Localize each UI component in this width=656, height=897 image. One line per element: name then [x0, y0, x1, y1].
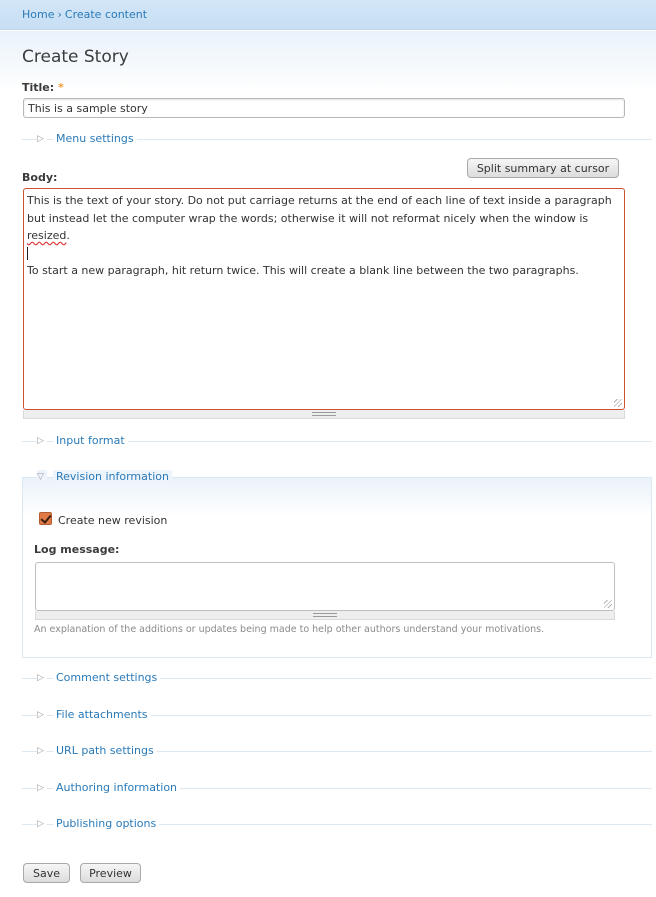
triangle-right-icon: ▷ [37, 132, 47, 146]
triangle-right-icon: ▷ [37, 781, 47, 795]
required-marker: * [58, 81, 64, 94]
triangle-right-icon: ▷ [37, 434, 47, 448]
publishing-options-link[interactable]: Publishing options [53, 817, 159, 831]
log-resize-grippie[interactable] [35, 611, 615, 620]
triangle-right-icon: ▷ [37, 817, 47, 831]
grippie-icon [312, 412, 336, 416]
input-format-legend[interactable] [22, 434, 652, 448]
comment-settings-link[interactable]: Comment settings [53, 671, 160, 685]
create-new-revision-checkbox[interactable] [39, 512, 52, 525]
body-paragraph-1-text: This is the text of your story. Do not put carriage returns at the end of each line of text inside a paragraph but instead let the computer wrap the words; otherwise it will not reformat nicely when the window is [27, 194, 612, 225]
log-message-textarea[interactable] [35, 562, 615, 611]
authoring-information-link[interactable]: Authoring information [53, 781, 180, 795]
text-cursor [27, 247, 28, 260]
publishing-options-legend[interactable] [22, 817, 652, 831]
body-textarea[interactable] [23, 188, 625, 410]
page-title: Create Story [22, 47, 129, 67]
title-label-text: Title: [22, 81, 55, 94]
split-summary-button[interactable]: Split summary at cursor [467, 158, 619, 178]
menu-settings-link[interactable]: Menu settings [53, 132, 137, 146]
authoring-information-legend[interactable] [22, 781, 652, 795]
grippie-icon [313, 613, 337, 617]
body-paragraph-1 [27, 192, 621, 245]
breadcrumb [22, 8, 147, 21]
body-paragraph-2: To start a new paragraph, hit return twice. This will create a blank line between the two paragraphs. [27, 264, 579, 277]
url-path-settings-legend[interactable] [22, 744, 652, 758]
log-message-help-text: An explanation of the additions or updates being made to help other authors understand your motivations. [34, 624, 545, 635]
file-attachments-legend[interactable] [22, 708, 652, 722]
log-message-label: Log message: [34, 543, 120, 556]
breadcrumb-separator: › [57, 8, 62, 21]
misspelled-word: resized [27, 229, 67, 242]
comment-settings-legend[interactable] [22, 671, 652, 685]
breadcrumb-create-content-link[interactable]: Create content [64, 8, 148, 21]
text-cursor-line [27, 245, 621, 263]
revision-information-link[interactable]: Revision information [53, 470, 172, 484]
title-input[interactable] [23, 98, 625, 118]
title-label [22, 81, 64, 94]
resize-corner-icon[interactable] [614, 399, 622, 407]
body-resize-grippie[interactable] [23, 410, 625, 419]
file-attachments-link[interactable]: File attachments [53, 708, 151, 722]
revision-information-legend[interactable] [22, 470, 652, 484]
save-button[interactable]: Save [23, 863, 70, 883]
triangle-right-icon: ▷ [37, 671, 47, 685]
triangle-right-icon: ▷ [37, 708, 47, 722]
triangle-down-icon: ▽ [37, 470, 47, 484]
menu-settings-legend[interactable] [22, 132, 652, 146]
triangle-right-icon: ▷ [37, 744, 47, 758]
url-path-settings-link[interactable]: URL path settings [53, 744, 157, 758]
body-paragraph-1-end: . [66, 229, 70, 242]
preview-button[interactable]: Preview [80, 863, 141, 883]
input-format-link[interactable]: Input format [53, 434, 128, 448]
body-label: Body: [22, 171, 58, 184]
breadcrumb-home-link[interactable]: Home [22, 8, 55, 21]
resize-corner-icon[interactable] [604, 600, 612, 608]
create-new-revision-label[interactable]: Create new revision [58, 514, 168, 527]
